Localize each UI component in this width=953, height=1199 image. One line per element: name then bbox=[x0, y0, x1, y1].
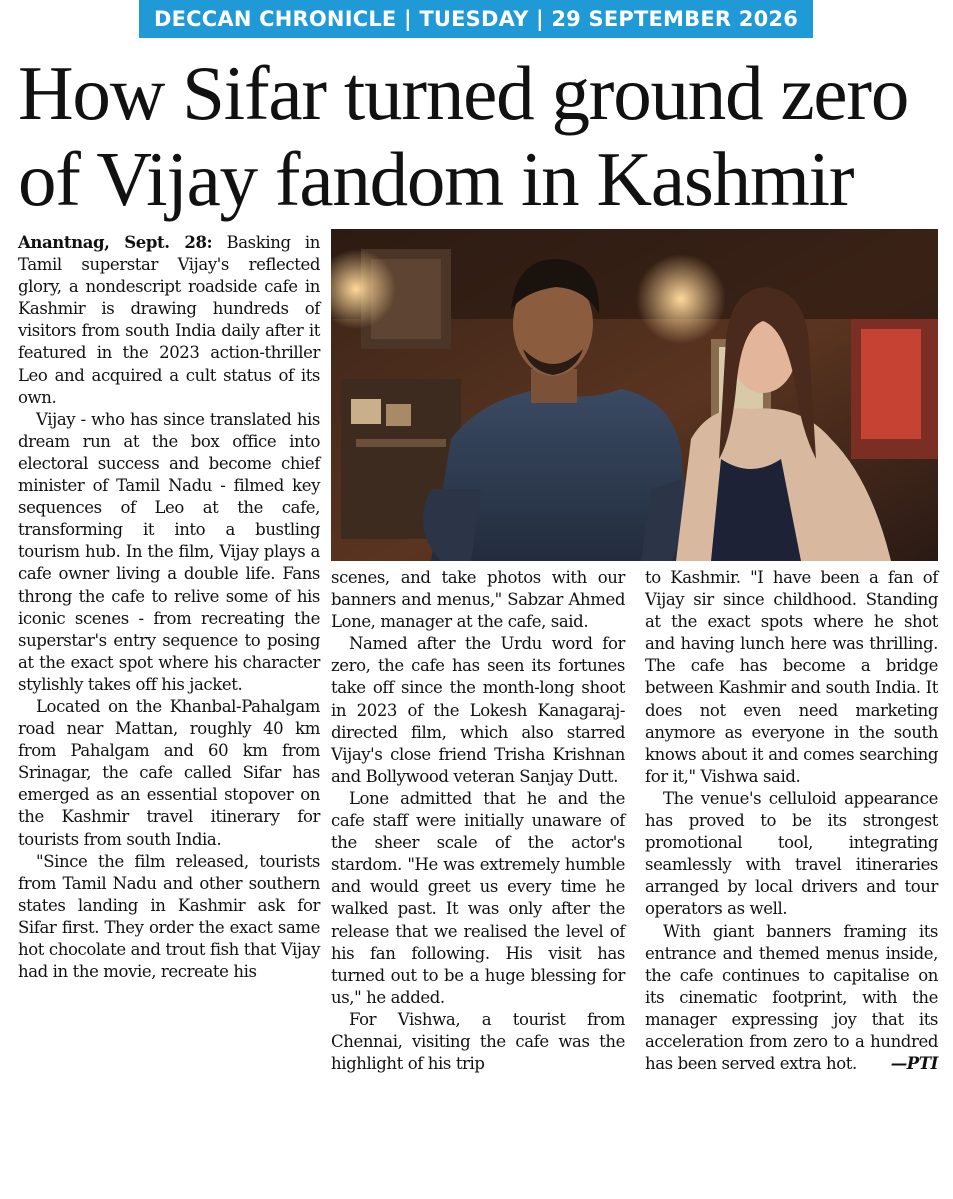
article-paragraph: Located on the Khanbal-Pahalgam road near Mattan, roughly 40 km from Pahalgam and 60 km from Srinagar, the cafe called Sifar has emerged as an essential stopover on the Kashmir travel itinerary for tourists from south India. bbox=[18, 696, 320, 849]
byline-credit: —PTI bbox=[890, 1054, 938, 1074]
dateline: Anantnag, Sept. 28: bbox=[18, 233, 213, 252]
paragraph-text: Basking in Tamil superstar Vijay's reflected glory, a nondescript roadside cafe in Kashmir is drawing hundreds of visitors from south India daily after it featured in the 2023 action-thriller Leo and acquired a cult status of its own. bbox=[18, 233, 320, 407]
article-paragraph bbox=[645, 921, 938, 1076]
article-paragraph: Vijay - who has since translated his dream run at the box office into electoral success and become chief minister of Tamil Nadu - filmed key sequences of Leo at the cafe, transforming it into a bustling tourism hub. In the film, Vijay plays a cafe owner living a double life. Fans throng the cafe to relive some of his iconic scenes - from recreating the superstar's entry sequence to posing at the exact spot where his character stylishly takes off his jacket. bbox=[18, 409, 320, 694]
article-column-3 bbox=[645, 567, 938, 1075]
article-paragraph: Named after the Urdu word for zero, the cafe has seen its fortunes take off since the month-long shoot in 2023 of the Lokesh Kanagaraj-directed film, which also starred Vijay's close friend Trisha Krishnan and Bollywood veteran Sanjay Dutt. bbox=[331, 634, 625, 786]
article-paragraph: scenes, and take photos with our banners and menus," Sabzar Ahmed Lone, manager at the cafe, said. bbox=[331, 568, 625, 632]
headline-line-1: How Sifar turned ground zero bbox=[18, 50, 909, 136]
masthead-banner: DECCAN CHRONICLE | TUESDAY | 29 SEPTEMBER 2026 bbox=[139, 0, 813, 38]
article-paragraph: Lone admitted that he and the cafe staff were initially unaware of the sheer scale of the actor's stardom. "He was extremely humble and would greet us every time he walked past. It was only after the release that we realised the level of his fan following. His visit has turned out to be a huge blessing for us," he added. bbox=[331, 788, 625, 1007]
paragraph-text: With giant banners framing its entrance and themed menus inside, the cafe continues to capitalise on its cinematic footprint, with the manager expressing joy that its acceleration from zero to a hundred has been served extra hot. bbox=[645, 921, 938, 1074]
article-paragraph: For Vishwa, a tourist from Chennai, visiting the cafe was the highlight of his trip bbox=[331, 1009, 625, 1074]
article-paragraph: "Since the film released, tourists from Tamil Nadu and other southern states landing in Kashmir ask for Sifar first. They order the exact same hot chocolate and trout fish that Vijay had in the movie, recreate his bbox=[18, 851, 320, 982]
article-paragraph: to Kashmir. "I have been a fan of Vijay sir since childhood. Standing at the exact spots where he shot and having lunch here was thrilling. The cafe has become a bridge between Kashmir and south India. It does not even need marketing anymore as everyone in the south knows about it and comes searching for it," Vishwa said. bbox=[645, 568, 938, 786]
headline-line-2: of Vijay fandom in Kashmir bbox=[18, 136, 854, 222]
article-photo bbox=[331, 229, 938, 561]
article-paragraph: The venue's celluloid appearance has proved to be its strongest promotional tool, integrating seamlessly with travel itineraries arranged by local drivers and tour operators as well. bbox=[645, 788, 938, 919]
article-column-1 bbox=[18, 232, 320, 983]
article-column-2 bbox=[331, 567, 625, 1075]
headline bbox=[18, 50, 943, 222]
article-paragraph bbox=[18, 232, 320, 409]
